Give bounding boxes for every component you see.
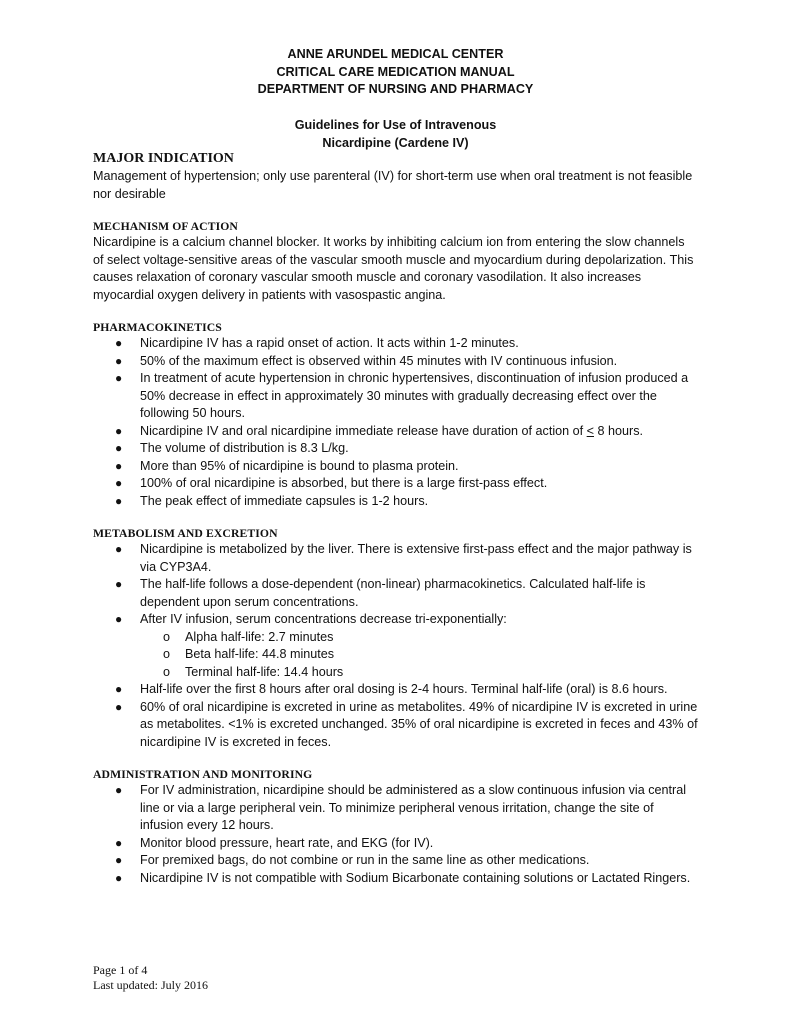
- bullet-icon: ●: [115, 458, 123, 473]
- list-item: [93, 852, 698, 870]
- list-item-text: 8 hours.: [594, 423, 644, 438]
- sub-list-item-text: Alpha half-life: 2.7 minutes: [185, 629, 334, 644]
- list-item-text: Nicardipine is metabolized by the liver. There is extensive first-pass effect and the major pathway is via CYP3A4.: [140, 542, 692, 574]
- administration-heading: ADMINISTRATION AND MONITORING: [93, 768, 313, 781]
- metabolism-heading: METABOLISM AND EXCRETION: [93, 527, 278, 540]
- document-header: [0, 46, 791, 99]
- major-indication-heading: MAJOR INDICATION: [93, 151, 234, 166]
- last-updated: Last updated: July 2016: [93, 978, 208, 992]
- subtitle-line-2: Nicardipine (Cardene IV): [322, 135, 469, 150]
- list-item: [93, 493, 698, 511]
- list-item-text: Nicardipine IV and oral nicardipine immediate release have duration of action of: [140, 423, 587, 438]
- administration-list: [93, 782, 698, 887]
- list-item: [93, 782, 698, 835]
- list-item: [93, 335, 698, 353]
- bullet-icon: ●: [115, 423, 123, 438]
- bullet-icon: ●: [115, 577, 123, 591]
- bullet-icon: ●: [115, 853, 123, 867]
- bullet-icon: ●: [115, 441, 123, 455]
- sub-list-item: [140, 629, 698, 647]
- list-item-text: 60% of oral nicardipine is excreted in urine as metabolites. 49% of nicardipine IV is excreted in urine as metabolites. <1% is excreted unchanged. 35% of oral nicardipine is excreted in feces and 43% of nicardipine IV is excreted in feces.: [140, 699, 698, 749]
- list-item-text: Monitor blood pressure, heart rate, and EKG (for IV).: [140, 835, 434, 850]
- major-indication-text: Management of hypertension; only use parenteral (IV) for short-term use when oral treatment is not feasible nor desirable: [93, 169, 693, 201]
- list-item: [93, 353, 698, 371]
- sub-list-item: [140, 664, 698, 682]
- list-item-text: After IV infusion, serum concentrations decrease tri-exponentially:: [140, 612, 507, 626]
- list-item: [93, 576, 698, 611]
- subtitle-line-1: Guidelines for Use of Intravenous: [294, 118, 497, 132]
- bullet-icon: ●: [115, 682, 123, 696]
- list-item-text: Nicardipine IV is not compatible with Sodium Bicarbonate containing solutions or Lactated Ringers.: [140, 870, 691, 885]
- list-item-text: For IV administration, nicardipine should be administered as a slow continuous infusion via central line or via a large peripheral vein. To minimize peripheral venous irritation, change the site of infusion every 12 hours.: [140, 783, 687, 832]
- list-item-text: Half-life over the first 8 hours after oral dosing is 2-4 hours. Terminal half-life (oral) is 8.6 hours.: [140, 682, 668, 696]
- list-item: [93, 835, 698, 853]
- list-item: [93, 423, 698, 441]
- circle-bullet-icon: o: [163, 629, 171, 644]
- header-line-2: CRITICAL CARE MEDICATION MANUAL: [276, 64, 515, 79]
- bullet-icon: ●: [115, 371, 123, 385]
- sub-list-item-text: Terminal half-life: 14.4 hours: [185, 664, 344, 679]
- bullet-icon: ●: [115, 336, 123, 350]
- list-item-text: Nicardipine IV has a rapid onset of action. It acts within 1-2 minutes.: [140, 336, 519, 350]
- mechanism-text: Nicardipine is a calcium channel blocker. It works by inhibiting calcium ion from entering the slow channels of select voltage-sensitive areas of the vascular smooth muscle and myocardium during depolarization. This causes relaxation of coronary vascular smooth muscle and coronary vasodilation. It also increases myocardial oxygen delivery in patients with vasospastic angina.: [93, 235, 694, 302]
- bullet-icon: ●: [115, 612, 123, 626]
- list-item-text: The half-life follows a dose-dependent (non-linear) pharmacokinetics. Calculated half-life is dependent upon serum concentrations.: [140, 577, 646, 609]
- list-item-text: More than 95% of nicardipine is bound to plasma protein.: [140, 458, 459, 473]
- bullet-icon: ●: [115, 476, 123, 490]
- bullet-icon: ●: [115, 870, 123, 885]
- list-item: [93, 870, 698, 888]
- page-footer: [93, 963, 208, 993]
- pharmacokinetics-heading: PHARMACOKINETICS: [93, 321, 222, 334]
- list-item: [93, 370, 698, 423]
- list-item-text: For premixed bags, do not combine or run in the same line as other medications.: [140, 853, 590, 867]
- bullet-icon: ●: [115, 542, 123, 556]
- page-number: Page 1 of 4: [93, 963, 148, 977]
- list-item-text: In treatment of acute hypertension in chronic hypertensives, discontinuation of infusion produced a 50% decrease in effect in approximately 30 minutes with gradually decreasing effect over the following 50 hours.: [140, 371, 689, 420]
- list-item-text: The volume of distribution is 8.3 L/kg.: [140, 441, 349, 455]
- list-item-text: The peak effect of immediate capsules is 1-2 hours.: [140, 493, 429, 508]
- header-line-3: DEPARTMENT OF NURSING AND PHARMACY: [257, 82, 534, 96]
- half-life-sublist: [140, 629, 698, 682]
- bullet-icon: ●: [115, 783, 123, 797]
- bullet-icon: ●: [115, 353, 123, 368]
- list-item: [93, 440, 698, 458]
- list-item: [93, 458, 698, 476]
- bullet-icon: ●: [115, 835, 123, 850]
- list-item: [93, 611, 698, 681]
- circle-bullet-icon: o: [163, 664, 171, 679]
- pharmacokinetics-list: [93, 335, 698, 510]
- bullet-icon: ●: [115, 493, 123, 508]
- list-item: [93, 681, 698, 699]
- metabolism-list: [93, 541, 698, 751]
- list-item: [93, 541, 698, 576]
- sub-list-item: [140, 646, 698, 664]
- mechanism-heading: MECHANISM OF ACTION: [93, 220, 238, 233]
- circle-bullet-icon: o: [163, 647, 171, 661]
- document-subtitle: [0, 117, 791, 152]
- less-than-or-equal-symbol: <: [586, 423, 594, 438]
- list-item: [93, 699, 698, 752]
- header-line-1: ANNE ARUNDEL MEDICAL CENTER: [287, 47, 504, 61]
- list-item-text: 50% of the maximum effect is observed within 45 minutes with IV continuous infusion.: [140, 353, 618, 368]
- list-item: [93, 475, 698, 493]
- document-body: [93, 150, 698, 887]
- list-item-text: 100% of oral nicardipine is absorbed, but there is a large first-pass effect.: [140, 476, 548, 490]
- bullet-icon: ●: [115, 699, 123, 714]
- sub-list-item-text: Beta half-life: 44.8 minutes: [185, 647, 335, 661]
